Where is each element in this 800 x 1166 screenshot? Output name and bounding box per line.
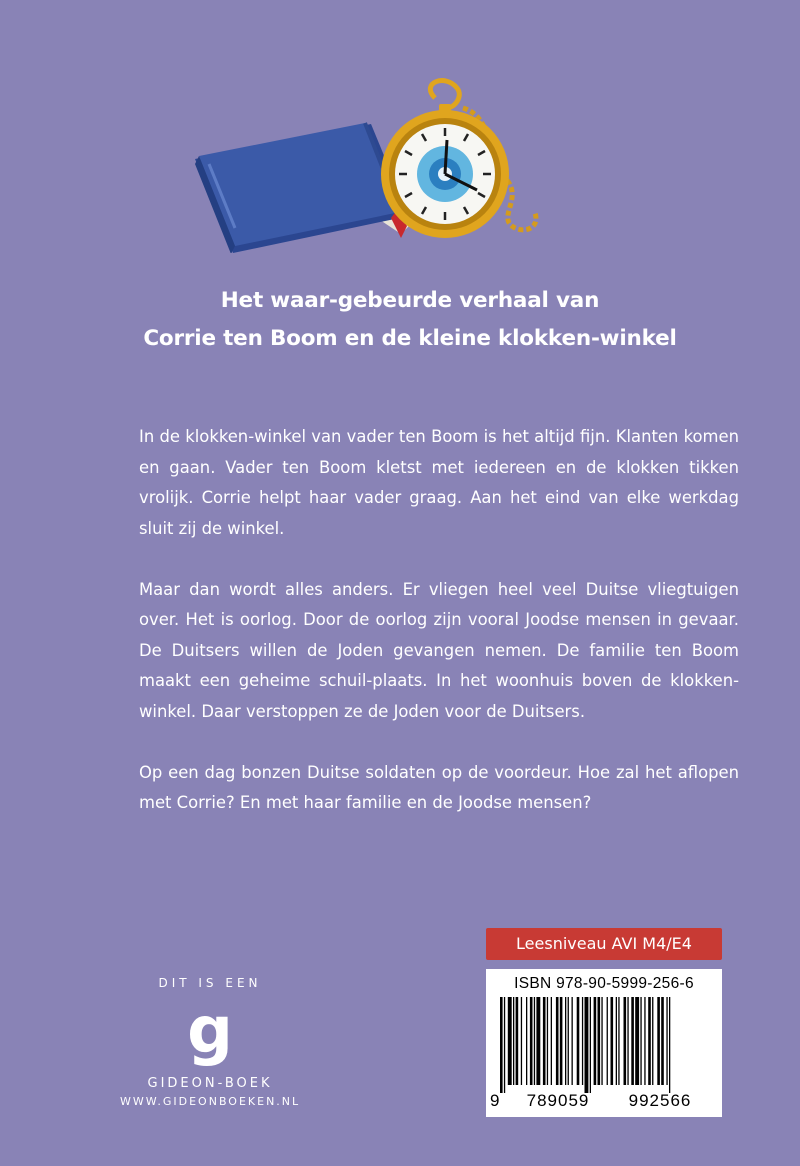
barcode-bar [644,997,645,1085]
barcode-bar [607,997,608,1085]
barcode-bar [631,997,634,1085]
barcode-bar [590,997,591,1093]
barcode-bar [666,997,667,1085]
barcode-digit-lead: 9 [490,1091,501,1110]
barcode-bar [534,997,535,1085]
subtitle [60,282,760,358]
blurb-paragraph-3: Op een dag bonzen Duitse soldaten op de voordeur. Hoe zal het aflopen met Corrie? En met haar familie en de Joodse mensen? [139,762,739,812]
barcode-bar [572,997,573,1085]
barcode-digit-group-2: 992566 [628,1091,692,1110]
barcode-bar [582,997,583,1085]
barcode-bar [577,997,580,1085]
reading-level-badge: Leesniveau AVI M4/E4 [486,928,722,960]
brand-name: GIDEON-BOEK [147,1076,273,1091]
barcode-bar [565,997,566,1085]
barcode-bar [585,997,589,1093]
barcode-bar [611,997,614,1085]
blurb-text [139,422,739,819]
barcode-bar [624,997,627,1085]
subtitle-line-2: Corrie ten Boom en de kleine klokken-winkel [143,326,677,351]
barcode-bar [594,997,597,1085]
brand-intro: DIT IS EEN [158,976,262,990]
barcode-bar [618,997,619,1085]
gideon-logo-icon [180,1004,240,1070]
blurb-paragraph-1: In de klokken-winkel van vader ten Boom is het altijd fijn. Klanten komen en gaan. Vader ten Boom kletst met iedereen en de klokken tikken vrolijk. Corrie helpt haar vader graag. Aan het eind van elke werkdag sluit zij de winkel. [139,427,739,538]
barcode-bar [648,997,651,1085]
isbn-label: ISBN 978-90-5999-256-6 [514,975,694,992]
barcode-bar [601,997,602,1085]
barcode-bar [627,997,628,1085]
barcode-bar [652,997,653,1085]
barcode-bar [530,997,533,1085]
barcode-bar [635,997,639,1085]
gideon-logo-letter: g [187,1004,233,1068]
barcode-bar [521,997,522,1085]
barcode-bar [543,997,546,1085]
barcode-bar [551,997,552,1085]
barcode-bar [504,997,505,1093]
book-icon [195,123,409,253]
isbn-barcode [486,969,722,1117]
barcode-bar [500,997,503,1093]
barcode-bar [568,997,569,1085]
barcode-bar [526,997,527,1085]
pocket-watch-icon [381,81,536,238]
barcode-bar [616,997,617,1085]
barcode-bar [536,997,540,1085]
brand-url: WWW.GIDEONBOEKEN.NL [120,1095,301,1108]
book-and-watch-illustration [195,78,555,253]
barcode-digit-group-1: 789059 [526,1091,590,1110]
barcode-bar [560,997,563,1085]
barcode-bars [500,997,714,1093]
barcode-bar [556,997,559,1085]
blurb-paragraph-2: Maar dan wordt alles anders. Er vliegen heel veel Duitse vliegtuigen over. Het is oorlog. Door de oorlog zijn vooral Joodse mensen in gevaar. De Duitsers willen de Joden gevangen nemen. De familie ten Boom maakt een geheime schuil-plaats. In het woonhuis boven de klokken-winkel. Daar verstoppen ze de Joden voor de Duitsers. [139,579,739,721]
barcode-bar [640,997,641,1085]
barcode-bar [661,997,664,1085]
barcode-bar [669,997,670,1093]
barcode-bar [657,997,660,1085]
subtitle-line-1: Het waar-gebeurde verhaal van [220,288,600,313]
barcode-bar [513,997,514,1085]
barcode-bar [598,997,601,1085]
barcode-bar [508,997,512,1085]
publisher-brand [120,974,300,1110]
barcode-bar [516,997,519,1085]
barcode-bar [547,997,548,1085]
